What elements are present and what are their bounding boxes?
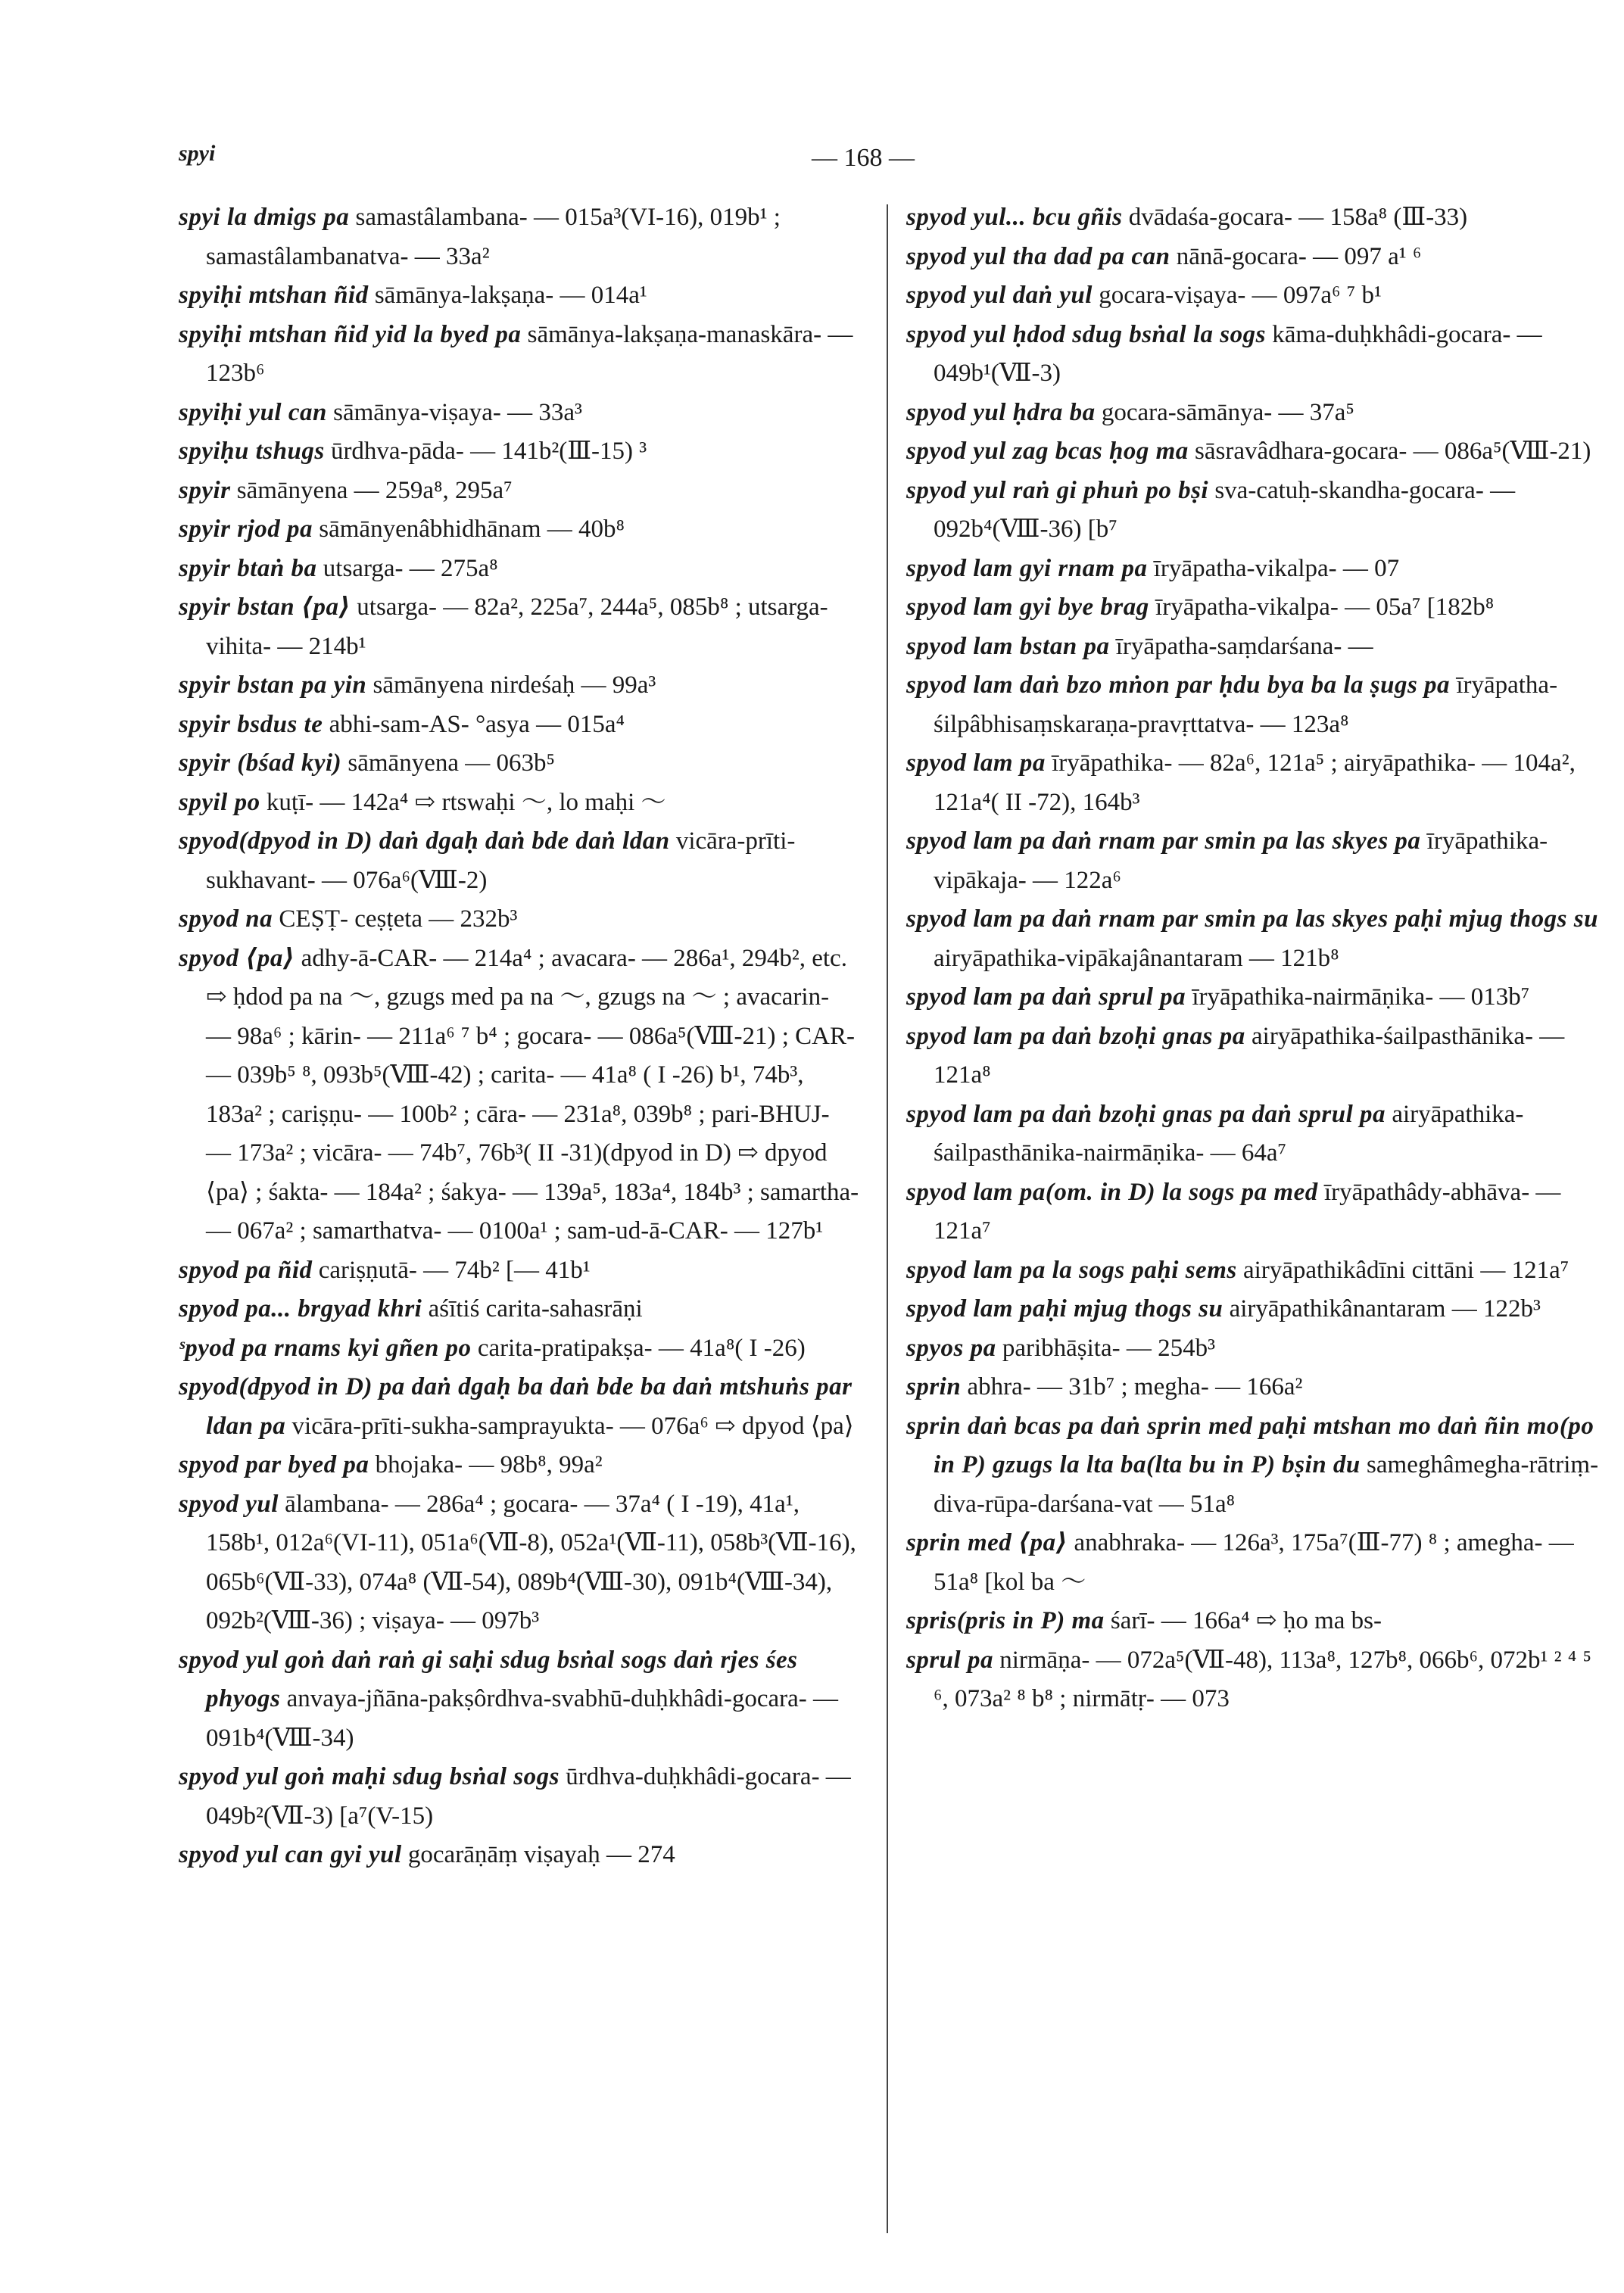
- dictionary-entry: [906, 394, 1603, 433]
- entry-headword: spyod lam daṅ bzo mṅon par ḥdu bya ba la ṣugs pa: [906, 671, 1451, 699]
- entry-definition: abhi-sam-AS- °asya — 015a⁴: [329, 710, 625, 738]
- dictionary-entry: [906, 588, 1603, 628]
- entry-headword: sprin daṅ bcas pa daṅ sprin med paḥi mtshan mo daṅ ñin mo(po in P) gzugs la lta ba(lta bu in P) bṣin du: [906, 1412, 1594, 1478]
- entry-definition: samastâlambana- — 015a³(VI-16), 019b¹ ; samastâlambanatva- — 33a²: [206, 204, 781, 270]
- dictionary-entry: [179, 588, 860, 666]
- entry-definition: sāmānyena — 063b⁵: [348, 749, 555, 777]
- entry-headword: spyod yul... bcu gñis: [906, 204, 1123, 231]
- entry-definition: gocarāṇāṃ viṣayaḥ — 274: [407, 1841, 675, 1868]
- page-number: — 168 —: [812, 144, 915, 172]
- entry-definition: kuṭī- — 142a⁴ ⇨ rtswaḥi ～, lo maḥi ～: [266, 788, 666, 816]
- entry-headword: spyod yul tha dad pa can: [906, 242, 1170, 270]
- left-column: [179, 198, 860, 1875]
- entry-definition: gocara-sāmānya- — 37a⁵: [1101, 398, 1354, 426]
- dictionary-entry: [179, 822, 860, 900]
- dictionary-entry: [906, 1017, 1603, 1095]
- entry-headword: spyod lam pa daṅ bzoḥi gnas pa daṅ sprul pa: [906, 1100, 1386, 1128]
- dictionary-entry: [906, 744, 1603, 822]
- entry-headword: spyod lam bstan pa: [906, 632, 1110, 660]
- dictionary-entry: [906, 1095, 1603, 1173]
- entry-headword: spyir bstan pa yin: [179, 671, 367, 699]
- entry-headword: spyod yul ḥdod sdug bsṅal la sogs: [906, 320, 1266, 348]
- entry-headword: spyod lam gyi rnam pa: [906, 554, 1148, 582]
- entry-headword: spyir rjod pa: [179, 516, 313, 543]
- entry-headword: spyod(dpyod in D) pa daṅ dgaḥ ba daṅ bde ba daṅ mtshuṅs par ldan pa: [179, 1373, 853, 1440]
- entry-definition: airyāpathikâdīni cittāni — 121a⁷: [1242, 1256, 1569, 1284]
- entry-definition: nirmāṇa- — 072a⁵(Ⅶ-48), 113a⁸, 127b⁸, 066b⁶, 072b¹ ² ⁴ ⁵ ⁶, 073a² ⁸ b⁸ ; nirmātṛ- — 073: [934, 1646, 1592, 1712]
- dictionary-entry: [179, 939, 860, 1251]
- entry-definition: dvādaśa-gocara- — 158a⁸ (Ⅲ-33): [1128, 204, 1468, 231]
- entry-headword: spyir bstan ⟨pa⟩: [179, 594, 351, 621]
- entry-headword: spyod yul goṅ daṅ raṅ gi saḥi sdug bsṅal sogs daṅ rjes śes phyogs: [179, 1646, 798, 1712]
- entry-definition: bhojaka- — 98b⁸, 99a²: [375, 1451, 603, 1478]
- entry-headword: sprin: [906, 1373, 962, 1400]
- entry-definition: utsarga- — 275a⁸: [323, 554, 498, 582]
- entry-headword: spyod yul goṅ maḥi sdug bsṅal sogs: [179, 1763, 560, 1790]
- dictionary-entry: [906, 822, 1603, 900]
- entry-headword: spyod pa... brgyad khri: [179, 1295, 422, 1323]
- dictionary-entry: [179, 784, 860, 823]
- dictionary-entry: [906, 666, 1603, 744]
- entry-headword: spyiḥi mtshan ñid: [179, 282, 369, 309]
- dictionary-entry: [179, 432, 860, 472]
- dictionary-entry: [179, 1368, 860, 1446]
- entry-definition: īryāpathika-vipākaja- — 122a⁶: [934, 827, 1548, 894]
- entry-headword: spyod lam pa daṅ bzoḥi gnas pa: [906, 1022, 1245, 1050]
- entry-definition: īryāpathika- — 82a⁶, 121a⁵ ; airyāpathika- — 104a², 121a⁴( II -72), 164b³: [934, 749, 1576, 816]
- dictionary-entry: [906, 1173, 1603, 1251]
- dictionary-entry: [906, 472, 1603, 550]
- entry-headword: spyod pa ñid: [179, 1256, 313, 1284]
- dictionary-entry: [179, 1758, 860, 1836]
- entry-definition: kāma-duḥkhâdi-gocara- — 049b¹(Ⅶ-3): [934, 320, 1542, 387]
- entry-definition: īryāpatha-vikalpa- — 07: [1153, 554, 1400, 582]
- entry-definition: īryāpathika-nairmāṇika- — 013b⁷: [1192, 983, 1530, 1011]
- entry-headword: spyod lam pa la sogs paḥi sems: [906, 1256, 1237, 1284]
- dictionary-entry: [179, 900, 860, 939]
- dictionary-entry: [906, 1329, 1603, 1369]
- entry-headword: spyod yul zag bcas ḥog ma: [906, 438, 1189, 465]
- entry-definition: sāmānya-lakṣaṇa- — 014a¹: [374, 282, 647, 309]
- entry-headword: spyod ⟨pa⟩: [179, 944, 295, 972]
- entry-definition: cariṣṇutā- — 74b² [— 41b¹: [318, 1256, 591, 1284]
- entry-headword: spyod yul raṅ gi phuṅ po bṣi: [906, 476, 1209, 504]
- entry-headword: spyir bsdus te: [179, 710, 323, 738]
- entry-definition: airyāpathikânantaram — 122b³: [1229, 1295, 1541, 1323]
- dictionary-entry: [179, 472, 860, 511]
- dictionary-entry: [906, 198, 1603, 238]
- entry-headword: spyir: [179, 476, 231, 504]
- running-head: spyi: [179, 141, 216, 166]
- entry-headword: spyod lam pa daṅ rnam par smin pa las skyes pa: [906, 827, 1421, 855]
- entry-headword: spris(pris in P) ma: [906, 1607, 1105, 1634]
- dictionary-entry: [179, 1329, 860, 1369]
- dictionary-entry: [179, 316, 860, 394]
- entry-headword: spyir btaṅ ba: [179, 554, 317, 582]
- entry-definition: īryāpatha-saṃdarśana- —: [1115, 632, 1373, 660]
- entry-definition: sva-catuḥ-skandha-gocara- — 092b⁴(Ⅷ-36) [b⁷: [934, 476, 1516, 543]
- entry-headword: spyi la dmigs pa: [179, 204, 350, 231]
- entry-definition: sāmānyenâbhidhānam — 40b⁸: [319, 516, 625, 543]
- dictionary-entry: [179, 550, 860, 589]
- dictionary-entry: [906, 1524, 1603, 1602]
- dictionary-entry: [179, 744, 860, 784]
- entry-headword: ˢpyod pa rnams kyi gñen po: [179, 1334, 472, 1362]
- entry-definition: vicāra-prīti-sukha-samprayukta- — 076a⁶ ⇨ dpyod ⟨pa⟩: [291, 1412, 854, 1440]
- dictionary-entry: [906, 1602, 1603, 1641]
- entry-definition: īryāpathâdy-abhāva- — 121a⁷: [934, 1178, 1561, 1245]
- dictionary-entry: [906, 238, 1603, 277]
- entry-definition: vicāra-prīti-sukhavant- — 076a⁶(Ⅷ-2): [206, 827, 796, 894]
- entry-headword: spyod lam pa(om. in D) la sogs pa med: [906, 1178, 1318, 1206]
- entry-definition: carita-pratipakṣa- — 41a⁸( I -26): [477, 1334, 806, 1362]
- entry-headword: spyod lam paḥi mjug thogs su: [906, 1295, 1223, 1323]
- dictionary-entry: [179, 1290, 860, 1329]
- entry-headword: spyod na: [179, 905, 273, 933]
- dictionary-entry: [179, 1485, 860, 1641]
- entry-headword: spyiḥi yul can: [179, 398, 327, 426]
- entry-headword: spyiḥi mtshan ñid yid la byed pa: [179, 320, 522, 348]
- entry-definition: sāmānya-lakṣaṇa-manaskāra- — 123b⁶: [206, 320, 853, 387]
- entry-definition: aśītiś carita-sahasrāṇi: [428, 1295, 643, 1323]
- right-column: [906, 198, 1603, 1719]
- dictionary-entry: [906, 550, 1603, 589]
- entry-definition: CEṢṬ- ceṣṭeta — 232b³: [279, 905, 518, 933]
- entry-headword: spyos pa: [906, 1334, 996, 1362]
- entry-headword: sprul pa: [906, 1646, 993, 1674]
- entry-headword: spyir (bśad kyi): [179, 749, 342, 777]
- entry-headword: spyod(dpyod in D) daṅ dgaḥ daṅ bde daṅ ldan: [179, 827, 670, 855]
- entry-headword: sprin med ⟨pa⟩: [906, 1529, 1068, 1556]
- dictionary-entry: [906, 1641, 1603, 1719]
- column-divider: [887, 204, 888, 2233]
- entry-definition: airyāpathika-śailpasthānika- — 121a⁸: [934, 1022, 1565, 1089]
- dictionary-entry: [906, 900, 1603, 978]
- entry-definition: īryāpatha-śilpâbhisaṃskaraṇa-pravṛttatva- — 123a⁸: [934, 671, 1558, 738]
- entry-headword: spyod yul can gyi yul: [179, 1841, 402, 1868]
- entry-headword: spyil po: [179, 788, 260, 816]
- entry-definition: utsarga- — 82a², 225a⁷, 244a⁵, 085b⁸ ; utsarga-vihita- — 214b¹: [206, 594, 828, 660]
- dictionary-entry: [906, 1368, 1603, 1407]
- entry-definition: gocara-viṣaya- — 097a⁶ ⁷ b¹: [1099, 282, 1382, 309]
- entry-definition: anvaya-jñāna-pakṣôrdhva-svabhū-duḥkhâdi-gocara- — 091b⁴(Ⅷ-34): [206, 1685, 839, 1752]
- entry-definition: sāmānyena nirdeśaḥ — 99a³: [372, 671, 656, 699]
- entry-definition: ūrdhva-duḥkhâdi-gocara- — 049b²(Ⅶ-3) [a⁷(V-15): [206, 1763, 851, 1830]
- dictionary-entry: [906, 1251, 1603, 1291]
- entry-headword: spyod lam pa daṅ sprul pa: [906, 983, 1186, 1011]
- entry-definition: nānā-gocara- — 097 a¹ ⁶: [1176, 242, 1422, 270]
- entry-definition: abhra- — 31b⁷ ; megha- — 166a²: [967, 1373, 1303, 1400]
- entry-definition: ūrdhva-pāda- — 141b²(Ⅲ-15) ³: [330, 438, 647, 465]
- entry-definition: sameghâmegha-rātriṃ-diva-rūpa-darśana-vat — 51a⁸: [934, 1451, 1599, 1518]
- dictionary-entry: [906, 432, 1603, 472]
- dictionary-entry: [906, 1290, 1603, 1329]
- entry-definition: ālambana- — 286a⁴ ; gocara- — 37a⁴ ( I -19), 41a¹, 158b¹, 012a⁶(VI-11), 051a⁶(Ⅶ-8), 052a¹(Ⅶ-11), 058b³(Ⅶ-16), 065b⁶(Ⅶ-33), 074a⁸ (Ⅶ-54), 089b⁴(Ⅷ-30), 091b⁴(Ⅷ-34), 092b²(Ⅷ-36) ; viṣaya- — 097b³: [206, 1490, 856, 1634]
- entry-definition: airyāpathika-vipākajânantaram — 121b⁸: [934, 944, 1339, 972]
- dictionary-entry: [906, 978, 1603, 1017]
- dictionary-entry: [179, 198, 860, 276]
- entry-definition: airyāpathika-śailpasthānika-nairmāṇika- — 64a⁷: [934, 1100, 1524, 1167]
- dictionary-entry: [906, 1407, 1603, 1525]
- dictionary-entry: [179, 394, 860, 433]
- entry-headword: spyod par byed pa: [179, 1451, 369, 1478]
- entry-headword: spyod yul: [179, 1490, 279, 1518]
- entry-headword: spyiḥu tshugs: [179, 438, 325, 465]
- entry-headword: spyod yul daṅ yul: [906, 282, 1093, 309]
- dictionary-entry: [179, 510, 860, 550]
- entry-definition: īryāpatha-vikalpa- — 05a⁷ [182b⁸: [1155, 594, 1495, 621]
- dictionary-entry: [179, 706, 860, 745]
- entry-headword: spyod lam pa: [906, 749, 1046, 777]
- dictionary-entry: [179, 666, 860, 706]
- dictionary-entry: [906, 276, 1603, 316]
- entry-definition: sāmānyena — 259a⁸, 295a⁷: [236, 476, 513, 504]
- entry-definition: paribhāṣita- — 254b³: [1002, 1334, 1216, 1362]
- entry-definition: sāmānya-viṣaya- — 33a³: [333, 398, 582, 426]
- entry-headword: spyod lam pa daṅ rnam par smin pa las skyes paḥi mjug thogs su: [906, 905, 1598, 933]
- entry-headword: spyod yul ḥdra ba: [906, 398, 1096, 426]
- entry-definition: śarī- — 166a⁴ ⇨ ḥo ma bs-: [1110, 1607, 1382, 1634]
- dictionary-entry: [179, 276, 860, 316]
- entry-definition: anabhraka- — 126a³, 175a⁷(Ⅲ-77) ⁸ ; amegha- — 51a⁸ [kol ba ～: [934, 1529, 1574, 1596]
- dictionary-entry: [906, 316, 1603, 394]
- entry-definition: adhy-ā-CAR- — 214a⁴ ; avacara- — 286a¹, 294b², etc. ⇨ ḥdod pa na ～, gzugs med pa na ～, gzugs na ～ ; avacarin- — 98a⁶ ; kārin- — 211a⁶ ⁷ b⁴ ; gocara- — 086a⁵(Ⅷ-21) ; CAR- — 039b⁵ ⁸, 093b⁵(Ⅷ-42) ; carita- — 41a⁸ ( I -26) b¹, 74b³, 183a² ; cariṣṇu- — 100b² ; cāra- — 231a⁸, 039b⁸ ; pari-BHUJ- — 173a² ; vicāra- — 74b⁷, 76b³( II -31)(dpyod in D) ⇨ dpyod ⟨pa⟩ ; śakta- — 184a² ; śakya- — 139a⁵, 183a⁴, 184b³ ; samartha- — 067a² ; samarthatva- — 0100a¹ ; sam-ud-ā-CAR- — 127b¹: [206, 944, 859, 1245]
- dictionary-entry: [179, 1641, 860, 1759]
- dictionary-entry: [179, 1251, 860, 1291]
- dictionary-entry: [906, 628, 1603, 667]
- entry-headword: spyod lam gyi bye brag: [906, 594, 1149, 621]
- entry-definition: sāsravâdhara-gocara- — 086a⁵(Ⅷ-21): [1195, 438, 1591, 465]
- dictionary-entry: [179, 1446, 860, 1485]
- dictionary-entry: [179, 1836, 860, 1875]
